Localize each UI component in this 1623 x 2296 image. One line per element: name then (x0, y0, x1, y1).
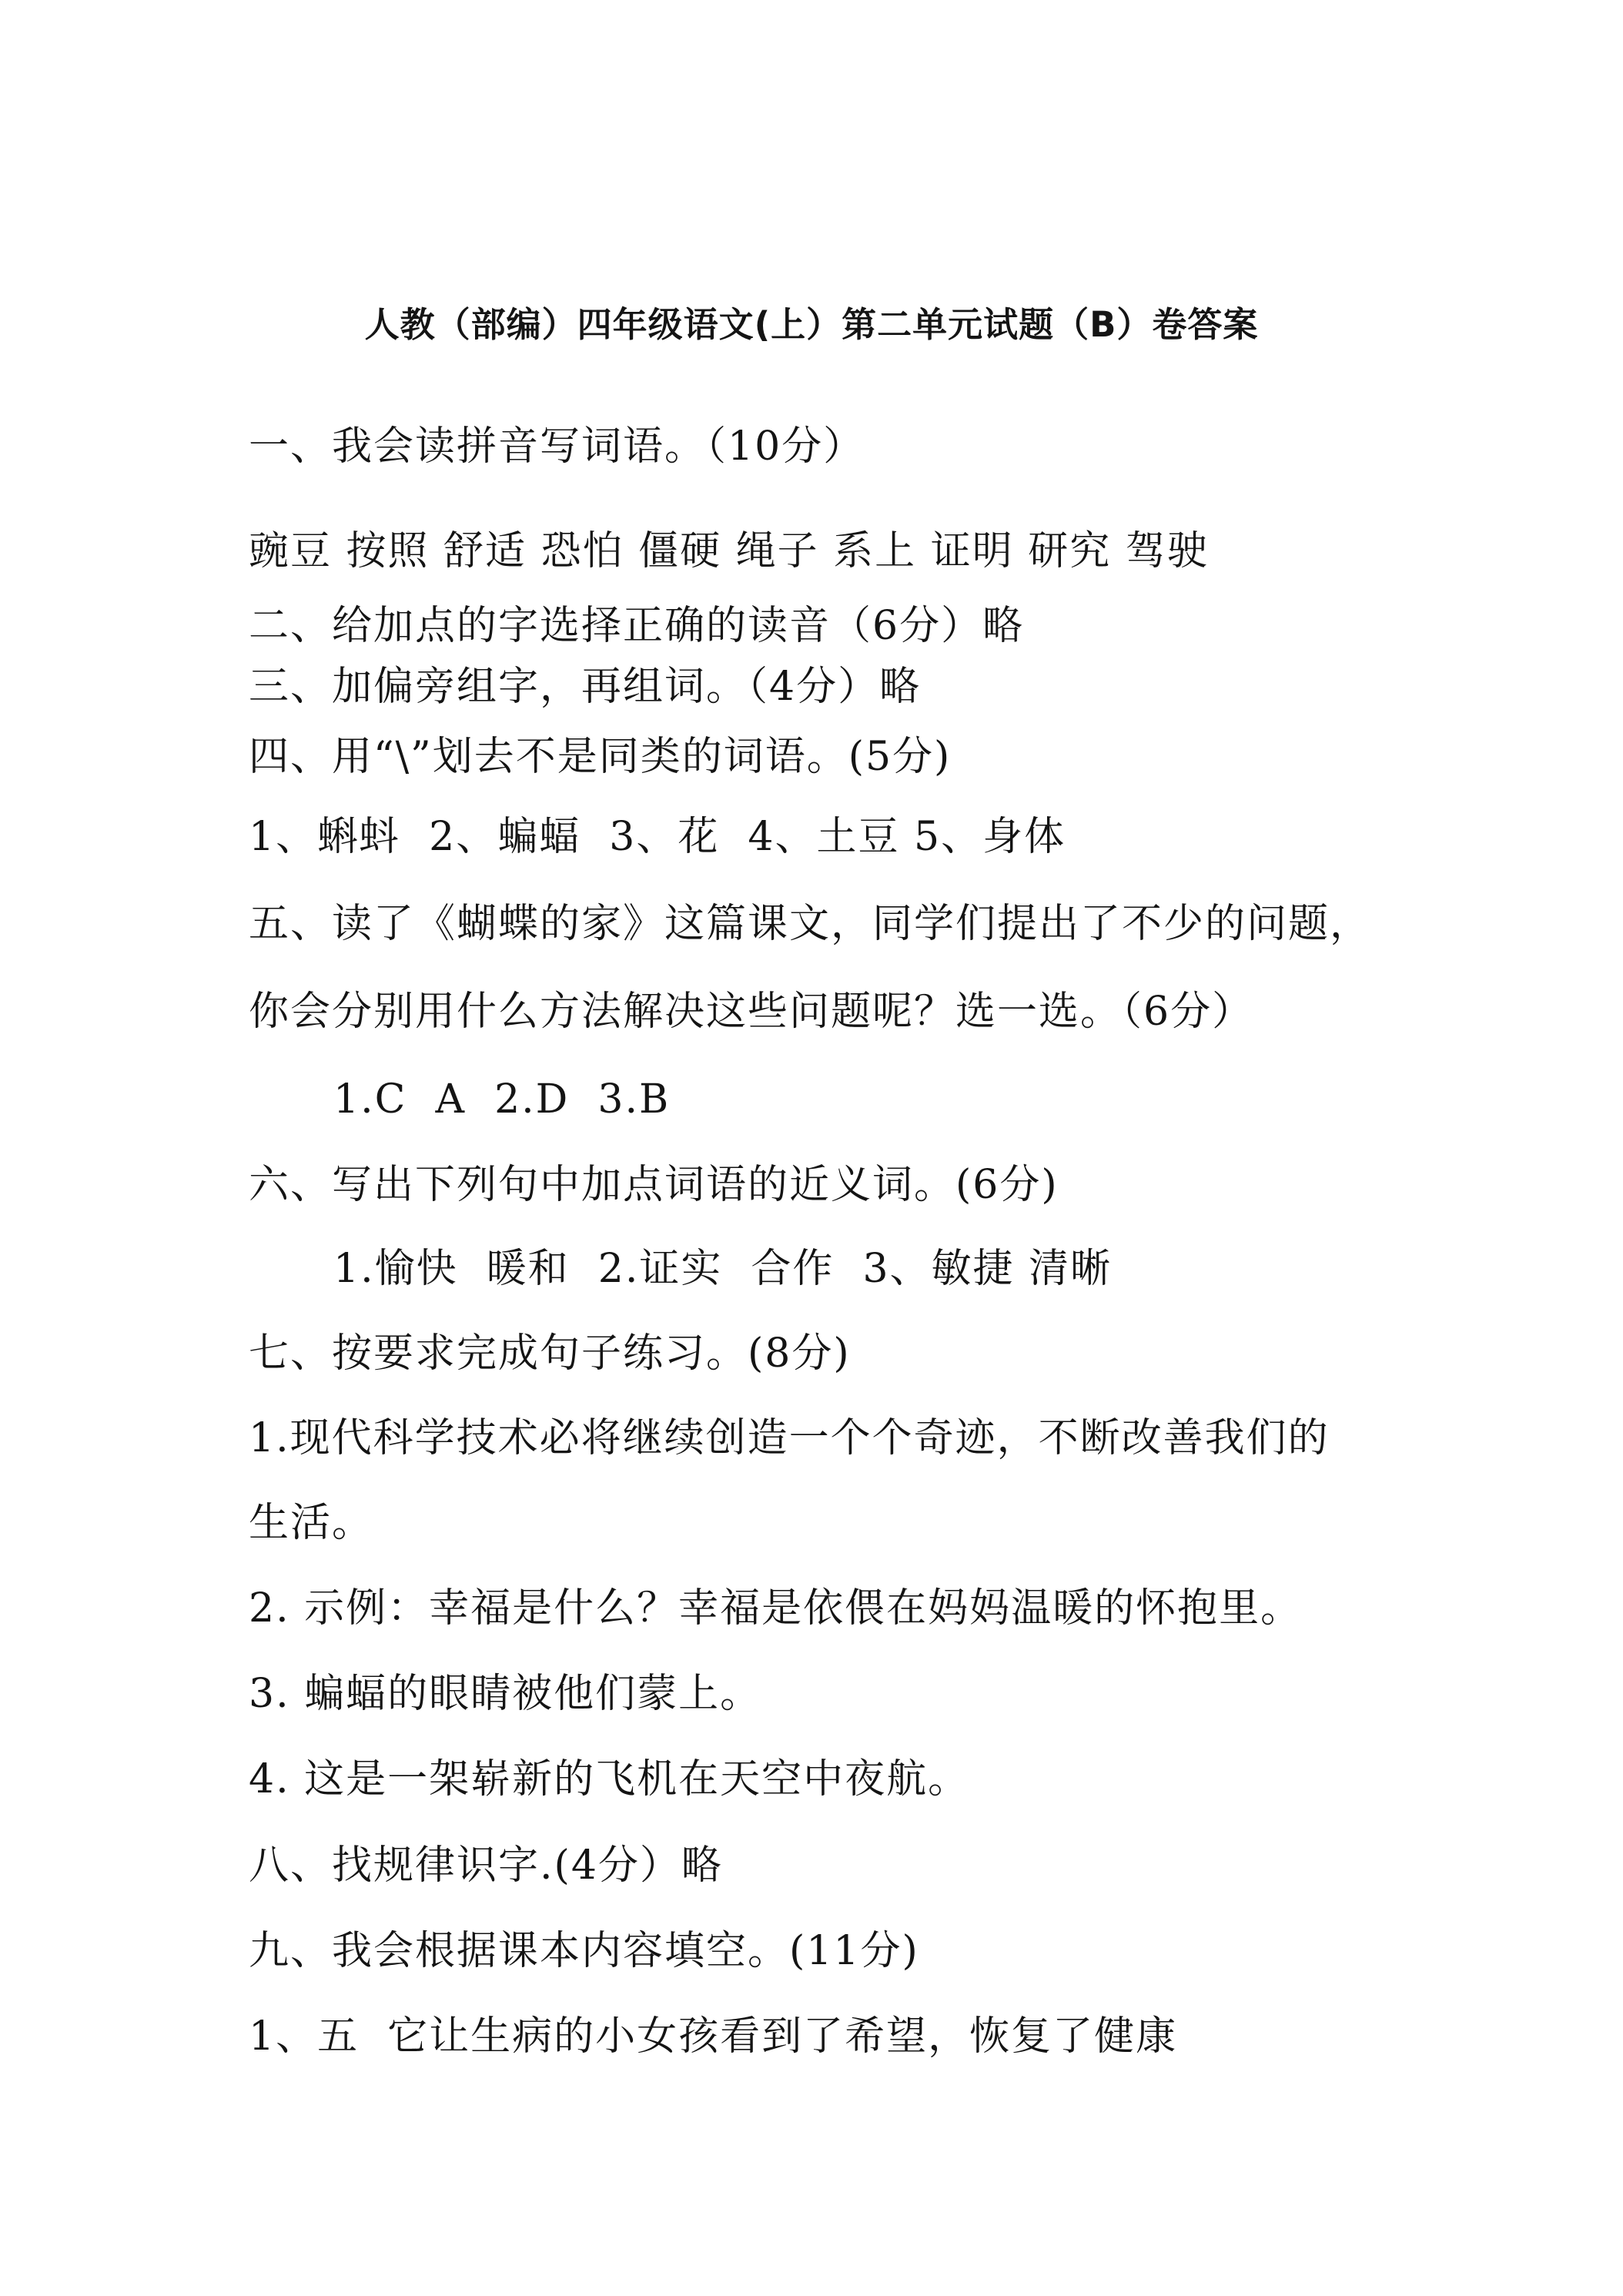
section-5-heading-line2: 你会分别用什么方法解决这些问题呢？选一选。（6分） (249, 989, 1254, 1035)
section-6-answer: 1.愉快 暖和 2.证实 合作 3、敏捷 清晰 (333, 1246, 1113, 1292)
section-5-heading-line1: 五、读了《蝴蝶的家》这篇课文，同学们提出了不少的问题， (249, 901, 1372, 947)
section-4-heading: 四、用“\”划去不是同类的词语。(5分) (249, 734, 952, 780)
section-9-answer-1: 1、五 它让生病的小女孩看到了希望，恢复了健康 (249, 2013, 1178, 2060)
section-7-answer-2: 2. 示例：幸福是什么？幸福是依偎在妈妈温暖的怀抱里。 (249, 1585, 1303, 1632)
section-7-answer-1-line1: 1.现代科学技术必将继续创造一个个奇迹，不断改善我们的 (249, 1415, 1330, 1461)
section-6-heading: 六、写出下列句中加点词语的近义词。(6分) (249, 1162, 1059, 1208)
document-title: 人教（部编）四年级语文(上）第二单元试题（B）卷答案 (364, 304, 1259, 345)
section-1-answer: 豌豆 按照 舒适 恐怕 僵硬 绳子 系上 证明 研究 驾驶 (249, 528, 1209, 574)
section-7-answer-3: 3. 蝙蝠的眼睛被他们蒙上。 (249, 1671, 762, 1717)
section-7-answer-4: 4. 这是一架崭新的飞机在天空中夜航。 (249, 1756, 970, 1802)
section-3-heading: 三、加偏旁组字，再组词。（4分）略 (249, 664, 922, 710)
section-9-heading: 九、我会根据课本内容填空。(11分) (249, 1928, 919, 1974)
section-1-heading: 一、我会读拼音写词语。（10分） (249, 423, 865, 470)
section-8-heading: 八、找规律识字.(4分）略 (249, 1842, 723, 1889)
section-2-heading: 二、给加点的字选择正确的读音（6分）略 (249, 603, 1025, 649)
section-4-answer: 1、蝌蚪 2、蝙蝠 3、花 4、土豆 5、身体 (249, 814, 1066, 860)
section-5-answer: 1.C A 2.D 3.B (333, 1076, 671, 1123)
section-7-heading: 七、按要求完成句子练习。(8分) (249, 1330, 851, 1377)
section-7-answer-1-line2: 生活。 (249, 1500, 374, 1546)
